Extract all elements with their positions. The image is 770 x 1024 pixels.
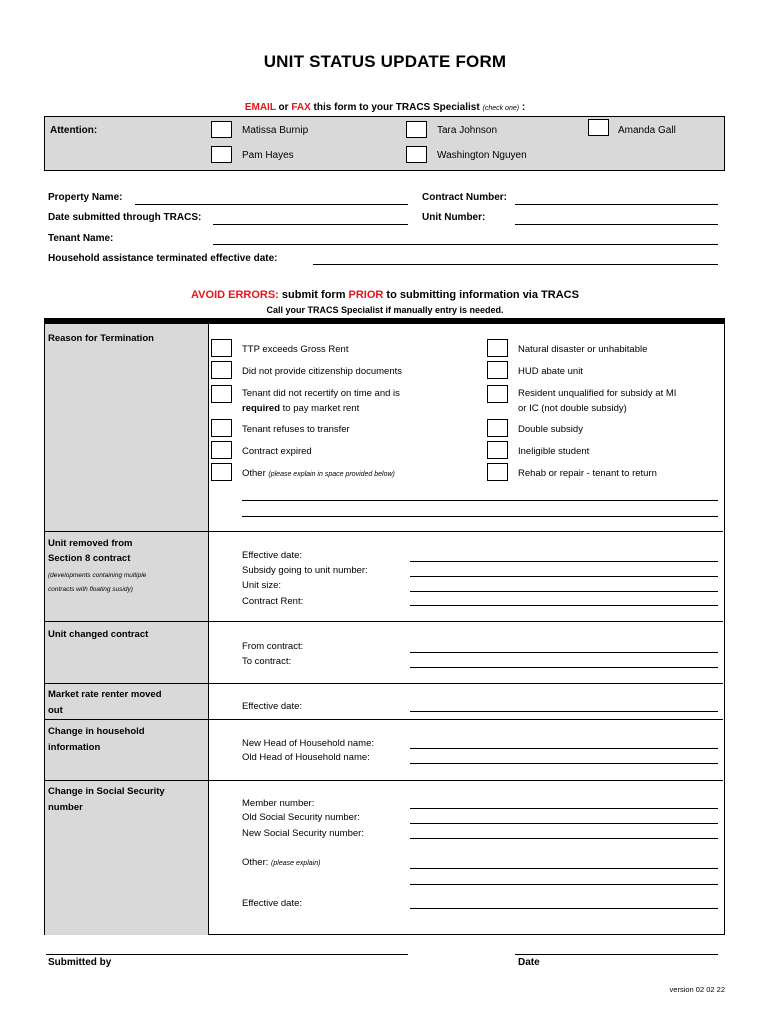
old-head-household-field[interactable]	[410, 763, 718, 764]
option-ttp-exceeds: TTP exceeds Gross Rent	[242, 344, 349, 355]
unit-number-field[interactable]	[515, 224, 718, 225]
other-label: Other	[242, 468, 266, 479]
checkbox-refuses-transfer[interactable]	[211, 419, 232, 437]
checkbox-tara-johnson[interactable]	[406, 121, 427, 138]
contract-rent-field[interactable]	[410, 605, 718, 606]
option-ineligible-student: Ineligible student	[518, 446, 590, 457]
ssn-other-field-2[interactable]	[410, 884, 718, 885]
form-title: UNIT STATUS UPDATE FORM	[263, 52, 507, 71]
subsidy-unit-number-label: Subsidy going to unit number:	[242, 565, 368, 576]
email-rest: this form to your TRACS Specialist	[310, 102, 483, 113]
ssn-other-word: Other:	[242, 857, 272, 868]
to-contract-field[interactable]	[410, 667, 718, 668]
or-word: or	[275, 102, 292, 113]
checkbox-hud-abate[interactable]	[487, 361, 508, 379]
checkbox-natural-disaster[interactable]	[487, 339, 508, 357]
checkbox-rehab-repair[interactable]	[487, 463, 508, 481]
property-name-field[interactable]	[135, 204, 408, 205]
option-resident-unqualified: Resident unqualified for subsidy at MI	[518, 388, 677, 399]
ssn-change-label-line2: number	[48, 802, 83, 813]
ssn-other-label	[242, 855, 320, 871]
other-note: (please explain in space provided below)	[268, 471, 395, 478]
avoid-errors-notice	[0, 289, 770, 301]
row-divider	[45, 621, 723, 622]
contract-change-label: Unit changed contract	[48, 629, 149, 640]
checkbox-citizenship[interactable]	[211, 361, 232, 379]
from-contract-label: From contract:	[242, 641, 304, 652]
section8-label-line2: Section 8 contract	[48, 553, 131, 564]
ssn-other-field-1[interactable]	[410, 868, 718, 869]
section8-effective-date-label: Effective date:	[242, 550, 303, 561]
required-word: required	[242, 403, 281, 414]
ssn-change-label-line1: Change in Social Security	[48, 786, 165, 797]
checkbox-matissa-burnip[interactable]	[211, 121, 232, 138]
date-submitted-label: Date submitted through TRACS:	[48, 212, 202, 223]
specialist-tara-johnson: Tara Johnson	[437, 125, 498, 136]
checkbox-other[interactable]	[211, 463, 232, 481]
other-explain-line-1[interactable]	[242, 500, 718, 501]
new-ssn-field[interactable]	[410, 838, 718, 839]
required-rest: to pay market rent	[280, 403, 360, 414]
call-specialist-note: Call your TRACS Specialist if manually entry is needed.	[266, 305, 504, 315]
other-explain-line-2[interactable]	[242, 516, 718, 517]
from-contract-field[interactable]	[410, 652, 718, 653]
ssn-effective-date-field[interactable]	[410, 908, 718, 909]
option-hud-abate: HUD abate unit	[518, 366, 583, 377]
tenant-name-label: Tenant Name:	[48, 233, 114, 244]
household-terminated-label: Household assistance terminated effective date:	[48, 253, 278, 264]
unit-size-field[interactable]	[410, 591, 718, 592]
option-recertify: Tenant did not recertify on time and is	[242, 388, 400, 399]
checkbox-ineligible-student[interactable]	[487, 441, 508, 459]
option-other	[242, 466, 395, 482]
to-contract-label: To contract:	[242, 656, 292, 667]
checkbox-contract-expired[interactable]	[211, 441, 232, 459]
subsidy-unit-number-field[interactable]	[410, 576, 718, 577]
old-ssn-label: Old Social Security number:	[242, 812, 360, 823]
contract-number-label: Contract Number:	[422, 192, 508, 203]
tenant-name-field[interactable]	[213, 244, 718, 245]
option-contract-expired: Contract expired	[242, 446, 312, 457]
contract-rent-label: Contract Rent:	[242, 596, 304, 607]
avoid-errors-word: AVOID ERRORS:	[191, 289, 279, 301]
market-rate-effective-date-label: Effective date:	[242, 701, 303, 712]
date-submitted-field[interactable]	[213, 224, 408, 225]
submitted-by-field[interactable]	[46, 954, 408, 955]
specialist-amanda-gall: Amanda Gall	[618, 125, 676, 136]
member-number-field[interactable]	[410, 808, 718, 809]
checkbox-resident-unqualified[interactable]	[487, 385, 508, 403]
new-ssn-label: New Social Security number:	[242, 828, 364, 839]
checkbox-double-subsidy[interactable]	[487, 419, 508, 437]
checkbox-pam-hayes[interactable]	[211, 146, 232, 163]
email-fax-instruction	[0, 102, 770, 113]
property-name-label: Property Name:	[48, 192, 123, 203]
version-label: version 02 02 22	[669, 985, 725, 994]
email-word: EMAIL	[244, 102, 276, 113]
new-head-household-field[interactable]	[410, 748, 718, 749]
checkbox-ttp-exceeds[interactable]	[211, 339, 232, 357]
submit-form-word: submit form	[278, 289, 349, 301]
row-divider	[45, 780, 723, 781]
household-change-label-line1: Change in household	[48, 726, 145, 737]
old-head-household-label: Old Head of Household name:	[242, 752, 370, 763]
market-rate-effective-date-field[interactable]	[410, 711, 718, 712]
date-label: Date	[518, 957, 540, 968]
prior-word: PRIOR	[348, 289, 384, 301]
row-divider	[45, 531, 723, 532]
ssn-effective-date-label: Effective date:	[242, 898, 303, 909]
member-number-label: Member number:	[242, 798, 315, 809]
specialist-washington-nguyen: Washington Nguyen	[437, 150, 527, 161]
section8-note-line2: contracts with floating susidy)	[48, 586, 133, 593]
market-rate-label-line1: Market rate renter moved	[48, 689, 162, 700]
unit-size-label: Unit size:	[242, 580, 282, 591]
market-rate-label-line2: out	[48, 705, 63, 716]
old-ssn-field[interactable]	[410, 823, 718, 824]
check-one-note: (check one)	[482, 105, 520, 112]
option-natural-disaster: Natural disaster or unhabitable	[518, 344, 648, 355]
section8-effective-date-field[interactable]	[410, 561, 718, 562]
checkbox-washington-nguyen[interactable]	[406, 146, 427, 163]
row-divider	[45, 683, 723, 684]
household-terminated-field[interactable]	[313, 264, 718, 265]
date-field[interactable]	[515, 954, 718, 955]
option-rehab-repair: Rehab or repair - tenant to return	[518, 468, 657, 479]
attention-label: Attention:	[50, 125, 98, 136]
checkbox-amanda-gall[interactable]	[588, 119, 609, 136]
contract-number-field[interactable]	[515, 204, 718, 205]
unit-number-label: Unit Number:	[422, 212, 486, 223]
option-citizenship: Did not provide citizenship documents	[242, 366, 403, 377]
section8-label-line1: Unit removed from	[48, 538, 133, 549]
household-change-label-line2: information	[48, 742, 101, 753]
reason-termination-label: Reason for Termination	[48, 333, 154, 344]
row-divider	[45, 719, 723, 720]
option-resident-unqualified-line2: or IC (not double subsidy)	[518, 403, 627, 414]
email-colon: :	[519, 102, 526, 113]
option-double-subsidy: Double subsidy	[518, 424, 583, 435]
new-head-household-label: New Head of Household name:	[242, 738, 375, 749]
checkbox-recertify[interactable]	[211, 385, 232, 403]
option-refuses-transfer: Tenant refuses to transfer	[242, 424, 350, 435]
cell-reason-termination	[45, 324, 209, 531]
fax-word: FAX	[291, 102, 311, 113]
submitted-by-label: Submitted by	[48, 957, 112, 968]
specialist-matissa-burnip: Matissa Burnip	[242, 125, 309, 136]
specialist-pam-hayes: Pam Hayes	[242, 150, 294, 161]
option-recertify-line2	[242, 401, 359, 416]
to-submitting-word: to submitting information via TRACS	[383, 289, 579, 301]
section8-note-line1: (developments containing multiple	[48, 572, 147, 579]
ssn-other-note: (please explain)	[271, 860, 321, 867]
